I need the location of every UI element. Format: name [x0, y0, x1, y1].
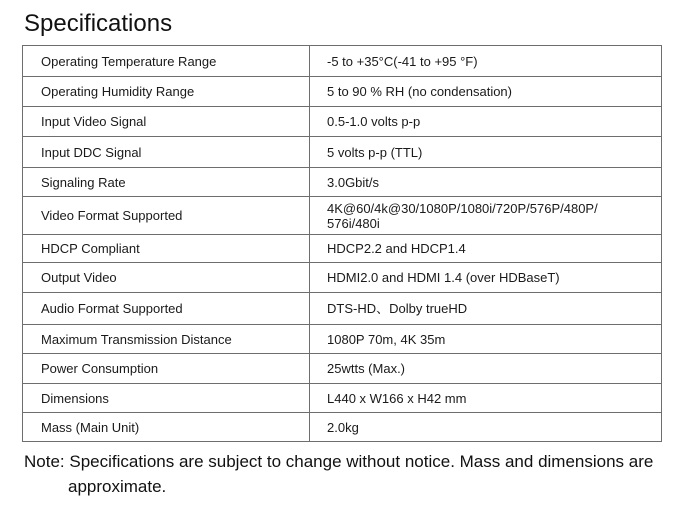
spec-value: 5 volts p-p (TTL) — [310, 137, 662, 168]
spec-label: Power Consumption — [23, 354, 310, 384]
table-row — [23, 384, 662, 413]
spec-label: Output Video — [23, 263, 310, 293]
spec-value: 3.0Gbit/s — [310, 168, 662, 197]
table-row — [23, 293, 662, 325]
table-row — [23, 197, 662, 235]
spec-label: Audio Format Supported — [23, 293, 310, 325]
spec-label: Input DDC Signal — [23, 137, 310, 168]
spec-value: 4K@60/4k@30/1080P/1080i/720P/576P/480P/ 576i/480i — [310, 197, 662, 235]
spec-label: Input Video Signal — [23, 107, 310, 137]
spec-label: Dimensions — [23, 384, 310, 413]
table-row — [23, 77, 662, 107]
spec-value: 1080P 70m, 4K 35m — [310, 325, 662, 354]
page-title: Specifications — [24, 10, 173, 37]
table-row — [23, 413, 662, 442]
disclaimer-note: Note: Specifications are subject to change without notice. Mass and dimensions are approximate. — [24, 452, 654, 496]
spec-label: HDCP Compliant — [23, 235, 310, 263]
table-row — [23, 46, 662, 77]
spec-value: DTS-HD、Dolby trueHD — [310, 293, 662, 325]
spec-label: Signaling Rate — [23, 168, 310, 197]
spec-value: HDCP2.2 and HDCP1.4 — [310, 235, 662, 263]
table-row — [23, 137, 662, 168]
table-row — [23, 168, 662, 197]
table-row — [23, 263, 662, 293]
spec-value: 0.5-1.0 volts p-p — [310, 107, 662, 137]
spec-value: 2.0kg — [310, 413, 662, 442]
spec-label: Video Format Supported — [23, 197, 310, 235]
spec-label: Maximum Transmission Distance — [23, 325, 310, 354]
spec-label: Operating Temperature Range — [23, 46, 310, 77]
spec-value: -5 to +35°C(-41 to +95 °F) — [310, 46, 662, 77]
specifications-table — [22, 45, 662, 442]
table-row — [23, 107, 662, 137]
spec-label: Operating Humidity Range — [23, 77, 310, 107]
spec-value: HDMI2.0 and HDMI 1.4 (over HDBaseT) — [310, 263, 662, 293]
table-row — [23, 235, 662, 263]
table-row — [23, 354, 662, 384]
spec-value: L440 x W166 x H42 mm — [310, 384, 662, 413]
spec-value: 25wtts (Max.) — [310, 354, 662, 384]
spec-label: Mass (Main Unit) — [23, 413, 310, 442]
table-row — [23, 325, 662, 354]
spec-value: 5 to 90 % RH (no condensation) — [310, 77, 662, 107]
